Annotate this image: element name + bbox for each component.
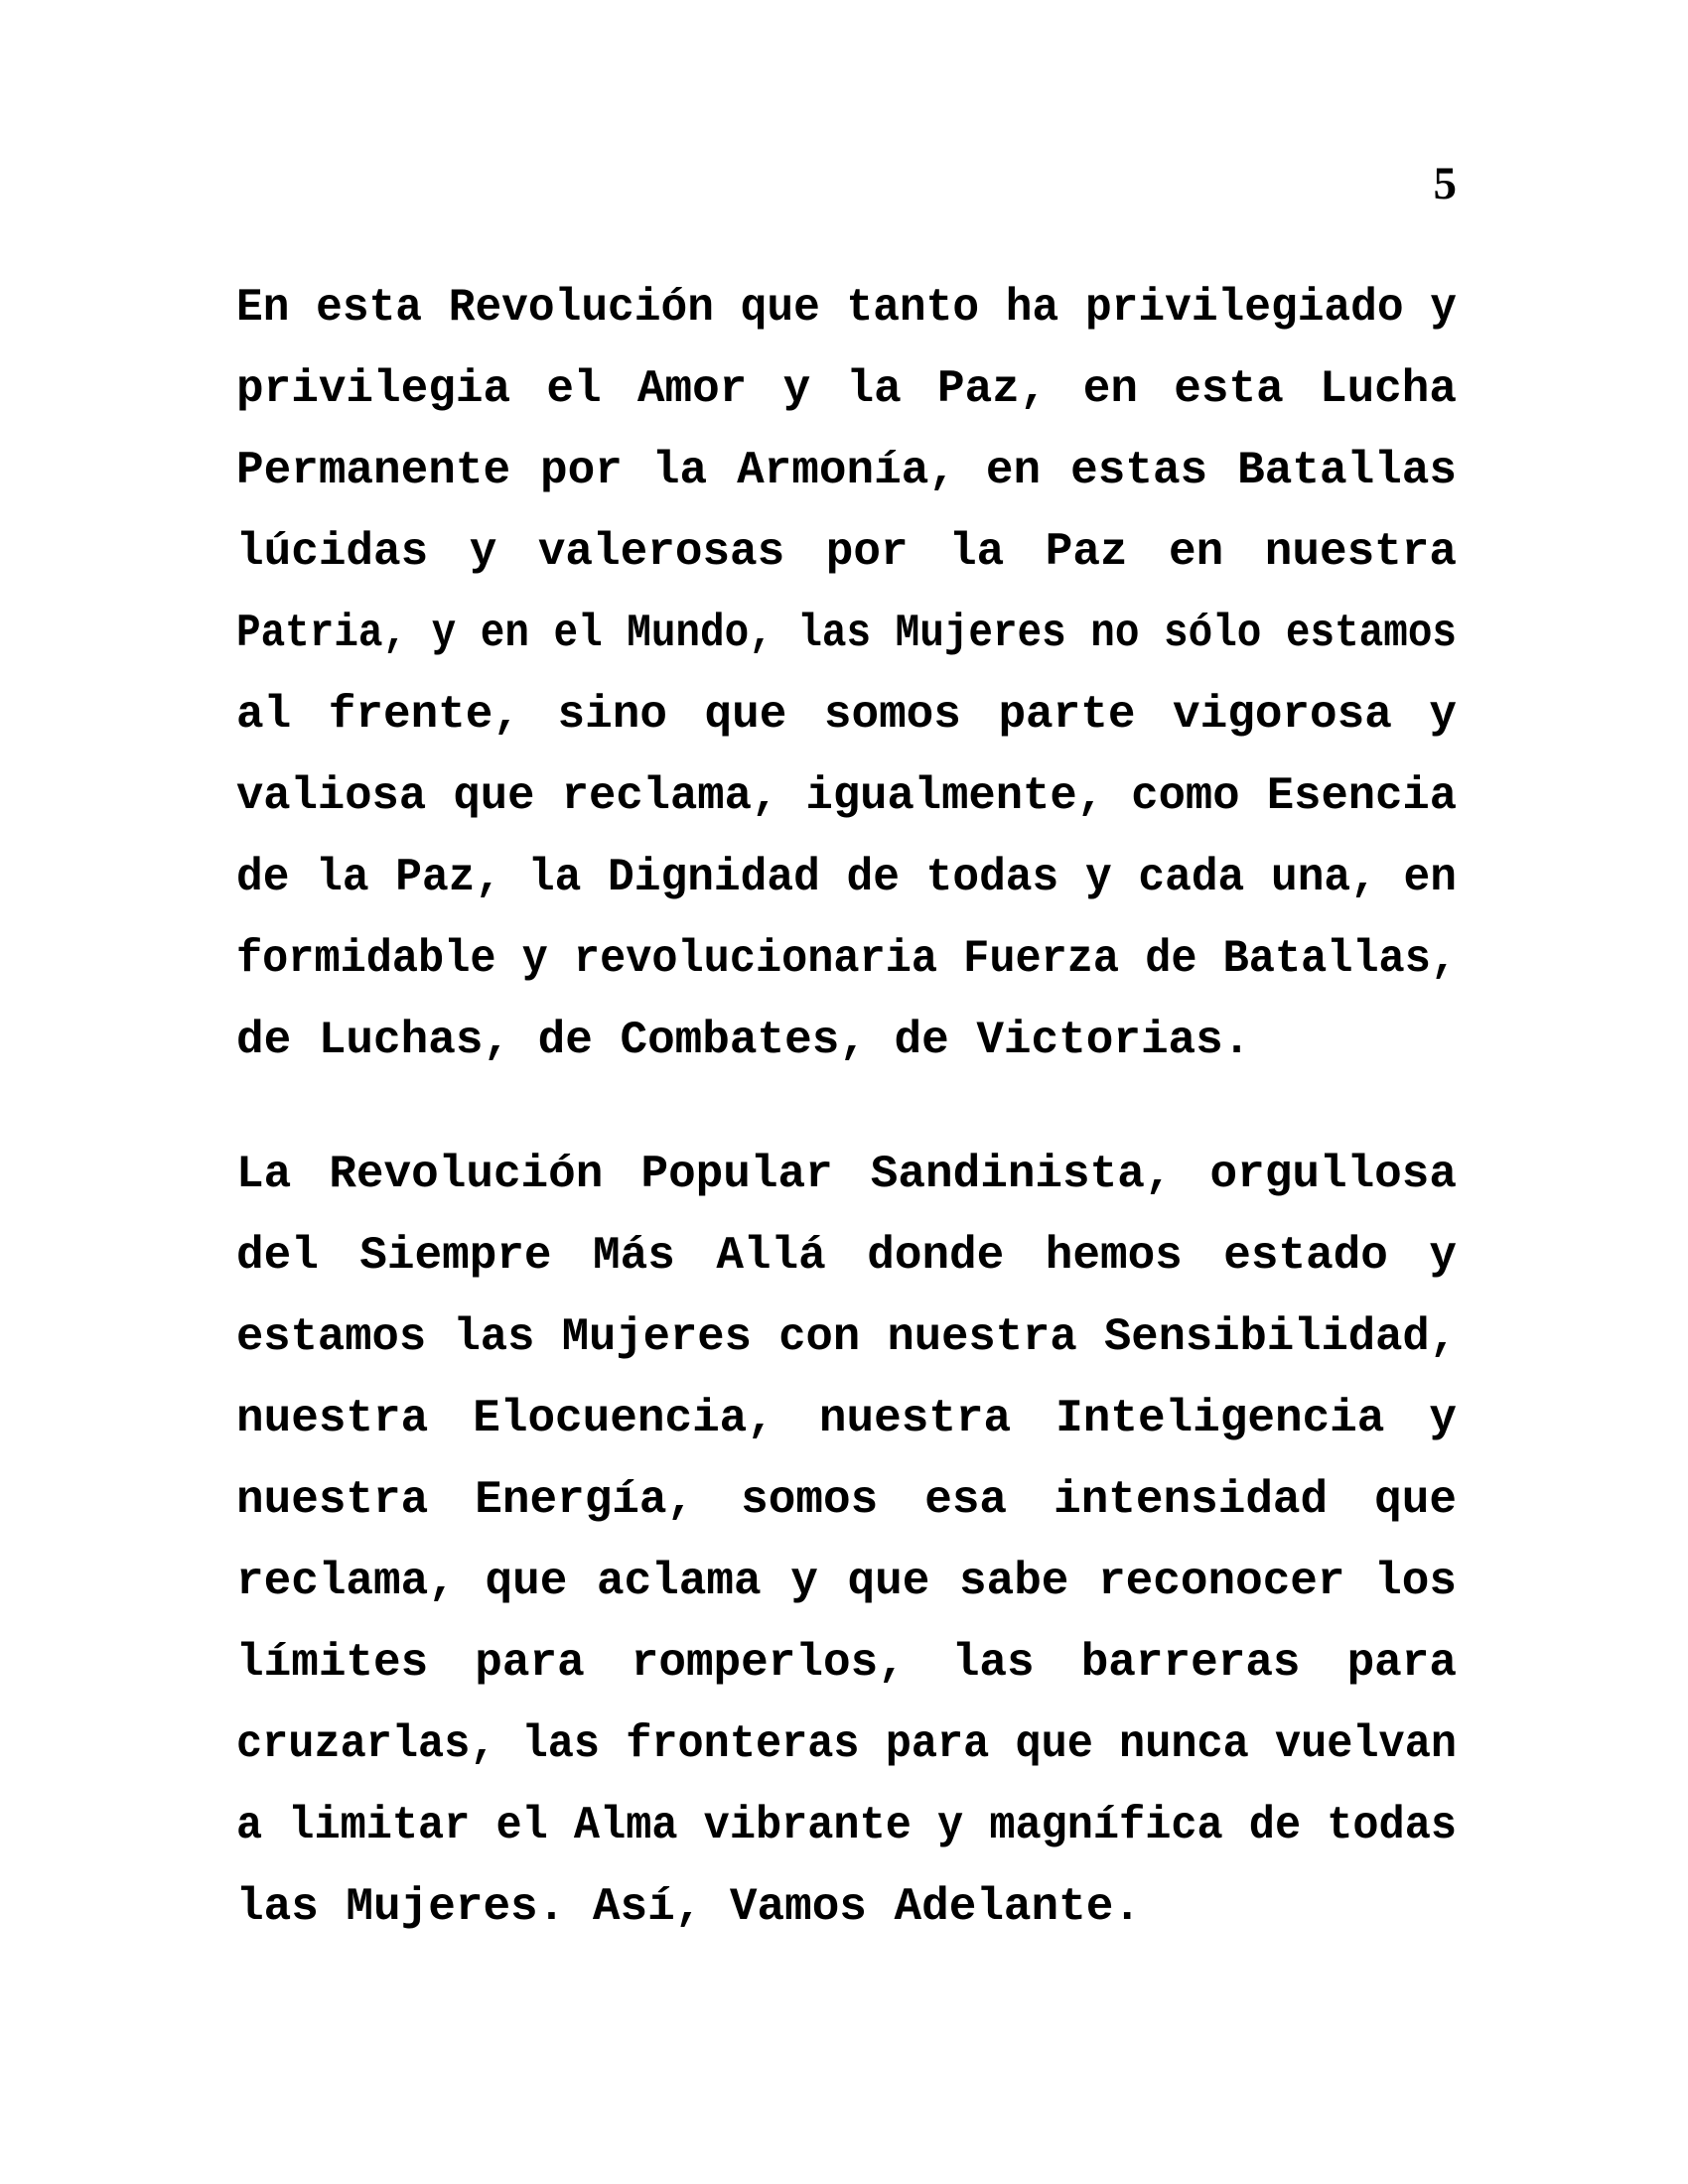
text-line: [236, 430, 1457, 511]
text-line: [236, 1297, 1457, 1378]
text-line-text: privilegia el Amor y la Paz, en esta Lucha: [236, 363, 1457, 415]
text-line-text: Permanente por la Armonía, en estas Batallas: [236, 445, 1457, 496]
paragraph-2: [236, 1134, 1457, 1948]
text-line: [236, 1866, 1457, 1948]
text-line-text: de Luchas, de Combates, de Victorias.: [236, 1015, 1251, 1066]
text-line: [236, 918, 1457, 1000]
text-line-text: a limitar el Alma vibrante y magnífica de todas: [236, 1800, 1457, 1851]
text-line-text: reclama, que aclama y que sabe reconocer los: [236, 1556, 1457, 1607]
text-line: [236, 755, 1457, 837]
text-line: [236, 1622, 1457, 1704]
text-line-text: formidable y revolucionaria Fuerza de Batallas,: [236, 933, 1457, 985]
text-line: [236, 1704, 1457, 1785]
text-line-text: estamos las Mujeres con nuestra Sensibilidad,: [236, 1311, 1457, 1363]
text-line: [236, 511, 1457, 593]
text-line: [236, 674, 1457, 755]
text-line: [236, 348, 1457, 430]
text-line-text: nuestra Energía, somos esa intensidad que: [236, 1474, 1457, 1526]
text-line-text: las Mujeres. Así, Vamos Adelante.: [236, 1881, 1141, 1933]
text-line: [236, 1215, 1457, 1297]
body-text: [236, 267, 1457, 1948]
text-line-text: cruzarlas, las fronteras para que nunca vuelvan: [236, 1718, 1457, 1770]
text-line-text: del Siempre Más Allá donde hemos estado y: [236, 1230, 1457, 1282]
page-number: 5: [1433, 158, 1457, 209]
text-line-text: de la Paz, la Dignidad de todas y cada una, en: [236, 852, 1457, 903]
text-line: [236, 1541, 1457, 1622]
text-line: [236, 1785, 1457, 1866]
text-line: [236, 1459, 1457, 1541]
paragraph-1: [236, 267, 1457, 1081]
text-line: [236, 1378, 1457, 1459]
text-line-text: límites para romperlos, las barreras para: [236, 1637, 1457, 1689]
text-line-text: La Revolución Popular Sandinista, orgullosa: [236, 1149, 1457, 1200]
text-line-text: En esta Revolución que tanto ha privilegiado y: [236, 282, 1457, 334]
text-line-text: nuestra Elocuencia, nuestra Inteligencia y: [236, 1393, 1457, 1444]
text-line: [236, 1000, 1457, 1081]
text-line: [236, 593, 1457, 674]
text-line: [236, 837, 1457, 918]
text-line: [236, 267, 1457, 348]
text-line-text: lúcidas y valerosas por la Paz en nuestra: [236, 526, 1457, 578]
text-line-text: al frente, sino que somos parte vigorosa y: [236, 689, 1457, 741]
text-line: [236, 1134, 1457, 1215]
text-line-text: valiosa que reclama, igualmente, como Esencia: [236, 770, 1457, 822]
text-line-text: Patria, y en el Mundo, las Mujeres no sólo estamos: [236, 608, 1457, 659]
